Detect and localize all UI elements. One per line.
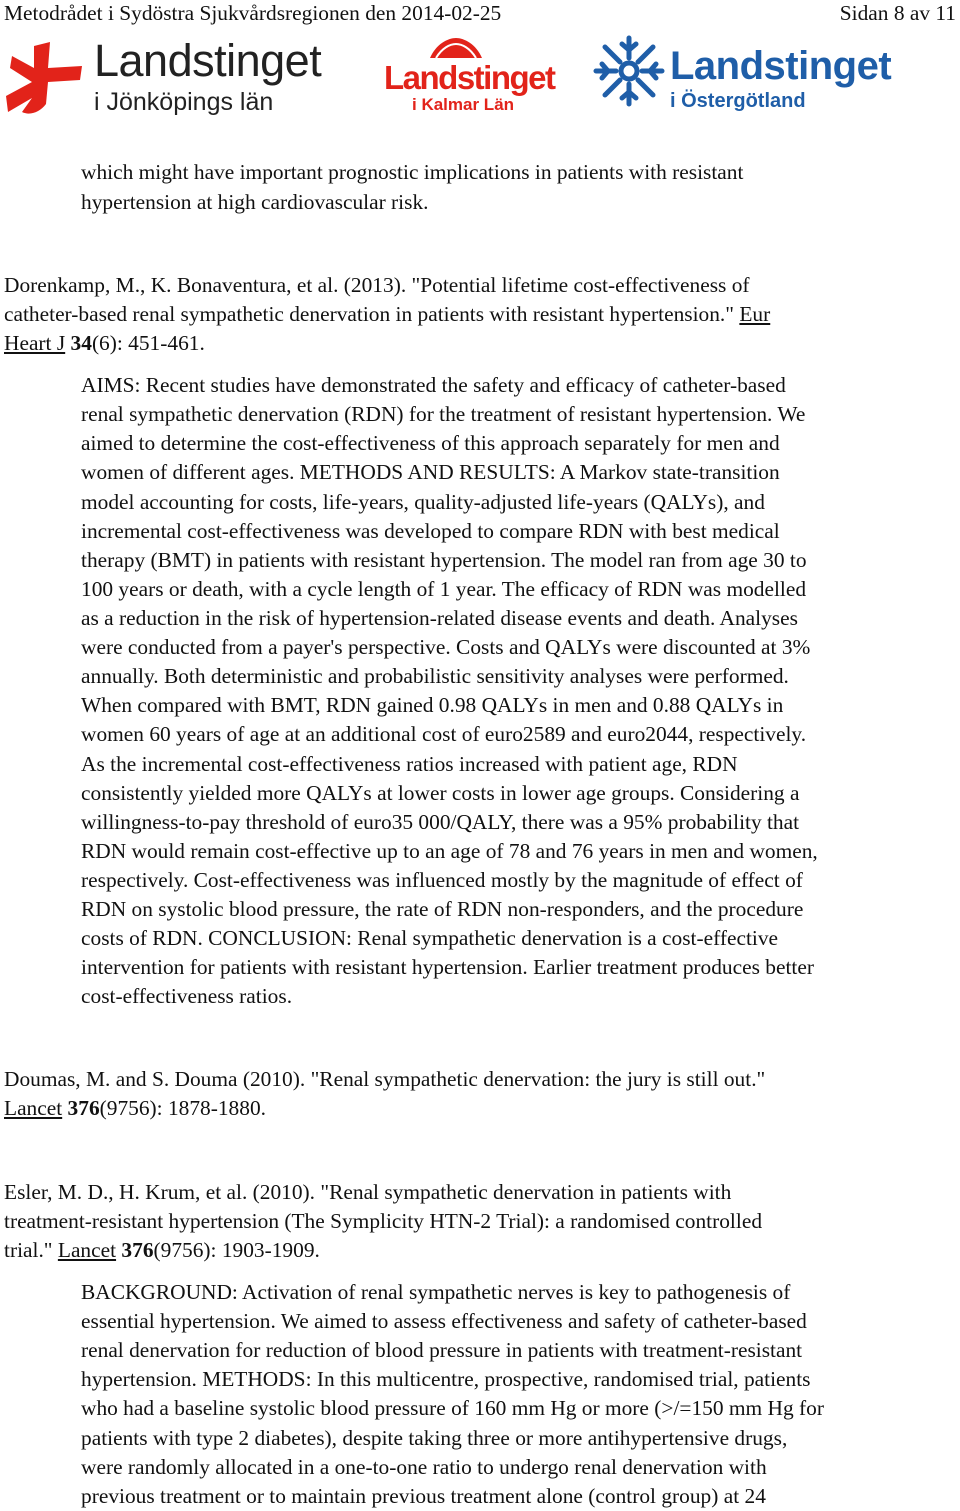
abstract-line: cost-effectiveness ratios. bbox=[81, 984, 293, 1008]
header-title: Metodrådet i Sydöstra Sjukvårdsregionen den 2014-02-25 bbox=[4, 1, 502, 25]
reference-line: Lancet 376(9756): 1878-1880. bbox=[4, 1096, 266, 1120]
abstract-line: respectively. Cost-effectiveness was influenced mostly by the magnitude of effect of bbox=[81, 868, 803, 892]
abstract-line: RDN would remain cost-effective up to an age of 78 and 76 years in men and women, bbox=[81, 839, 818, 863]
reference-line: Dorenkamp, M., K. Bonaventura, et al. (2013). "Potential lifetime cost-effectiveness of bbox=[4, 273, 750, 297]
abstract-line: as a reduction in the risk of hypertension-related disease events and death. Analyses bbox=[81, 606, 798, 630]
abstract-line: patients with type 2 diabetes), despite taking three or more antihypertensive drugs, bbox=[81, 1426, 788, 1450]
abstract-line: consistently yielded more QALYs at lower costs in lower age groups. Considering a bbox=[81, 781, 800, 805]
logo-kalmar bbox=[382, 36, 555, 118]
logo-jonkoping-sub: i Jönköpings län bbox=[94, 88, 274, 116]
abstract-line: were conducted from a payer's perspective. Costs and QALYs were discounted at 3% bbox=[81, 635, 811, 659]
red-cross-icon bbox=[4, 38, 88, 118]
logo-ostergotland-sub: i Östergötland bbox=[670, 90, 806, 112]
reference-line: Esler, M. D., H. Krum, et al. (2010). "Renal sympathetic denervation in patients with bbox=[4, 1180, 732, 1204]
abstract-line: previous treatment or to maintain previous treatment alone (control group) at 24 bbox=[81, 1484, 766, 1508]
reference-line: trial." Lancet 376(9756): 1903-1909. bbox=[4, 1238, 320, 1262]
abstract-line: intervention for patients with resistant hypertension. Earlier treatment produces better bbox=[81, 955, 814, 979]
reference-line: Doumas, M. and S. Douma (2010). "Renal sympathetic denervation: the jury is still out." bbox=[4, 1067, 766, 1091]
abstract-line: hypertension. METHODS: In this multicentre, prospective, randomised trial, patients bbox=[81, 1367, 811, 1391]
abstract-tail-line: hypertension at high cardiovascular risk. bbox=[81, 190, 429, 214]
abstract-line: 100 years or death, with a cycle length of 1 year. The efficacy of RDN was modelled bbox=[81, 577, 807, 601]
abstract-line: When compared with BMT, RDN gained 0.98 QALYs in men and 0.88 QALYs in bbox=[81, 693, 784, 717]
reference-line: catheter-based renal sympathetic denervation in patients with resistant hypertension." Eur bbox=[4, 302, 771, 326]
journal-link[interactable]: Eur bbox=[739, 302, 771, 326]
snowflake-icon bbox=[592, 34, 666, 108]
reference-line: Heart J 34(6): 451-461. bbox=[4, 331, 205, 355]
abstract-line: were randomly allocated in a one-to-one ratio to undergo renal denervation with bbox=[81, 1455, 767, 1479]
abstract-line: As the incremental cost-effectiveness ratios increased with patient age, RDN bbox=[81, 752, 738, 776]
abstract-line: therapy (BMT) in patients with resistant hypertension. The model ran from age 30 to bbox=[81, 548, 807, 572]
journal-link[interactable]: Heart J bbox=[4, 331, 66, 355]
logo-kalmar-name: Landstinget bbox=[384, 59, 555, 96]
abstract-line: essential hypertension. We aimed to assess effectiveness and safety of catheter-based bbox=[81, 1309, 807, 1333]
logo-strip bbox=[0, 32, 960, 122]
abstract-line: women of different ages. METHODS AND RESULTS: A Markov state-transition bbox=[81, 460, 780, 484]
page-header bbox=[4, 0, 956, 26]
journal-link[interactable]: Lancet bbox=[57, 1238, 117, 1262]
abstract-line: costs of RDN. CONCLUSION: Renal sympathetic denervation is a cost-effective bbox=[81, 926, 779, 950]
abstract-line: incremental cost-effectiveness was developed to compare RDN with best medical bbox=[81, 519, 780, 543]
abstract-tail-line: which might have important prognostic implications in patients with resistant bbox=[81, 160, 744, 184]
abstract-line: renal sympathetic denervation (RDN) for the treatment of resistant hypertension. We bbox=[81, 402, 806, 426]
abstract-line: RDN on systolic blood pressure, the rate of RDN non-responders, and the procedure bbox=[81, 897, 804, 921]
abstract-line: willingness-to-pay threshold of euro35 000/QALY, there was a 95% probability that bbox=[81, 810, 800, 834]
abstract-line: BACKGROUND: Activation of renal sympathetic nerves is key to pathogenesis of bbox=[81, 1280, 791, 1304]
abstract-line: renal denervation for reduction of blood pressure in patients with treatment-resistant bbox=[81, 1338, 803, 1362]
logo-jonkoping bbox=[4, 35, 344, 118]
journal-link[interactable]: Lancet bbox=[4, 1096, 63, 1120]
page-number: Sidan 8 av 11 bbox=[839, 1, 956, 25]
abstract-line: aimed to determine the cost-effectiveness of this approach separately for men and bbox=[81, 431, 780, 455]
logo-ostergotland bbox=[592, 34, 922, 118]
abstract-line: who had a baseline systolic blood pressure of 160 mm Hg or more (>/=150 mm Hg for bbox=[81, 1396, 824, 1420]
abstract-line: annually. Both deterministic and probabilistic sensitivity analyses were performed. bbox=[81, 664, 789, 688]
logo-kalmar-sub: i Kalmar Län bbox=[412, 95, 515, 114]
abstract-line: model accounting for costs, life-years, quality-adjusted life-years (QALYs), and bbox=[81, 490, 765, 514]
logo-ostergotland-name: Landstinget bbox=[670, 44, 892, 88]
abstract-line: women 60 years of age at an additional cost of euro2589 and euro2044, respectively. bbox=[81, 722, 807, 746]
logo-jonkoping-name: Landstinget bbox=[94, 35, 322, 86]
abstract-line: AIMS: Recent studies have demonstrated the safety and efficacy of catheter-based bbox=[81, 373, 786, 397]
reference-line: treatment-resistant hypertension (The Symplicity HTN-2 Trial): a randomised controlled bbox=[4, 1209, 763, 1233]
